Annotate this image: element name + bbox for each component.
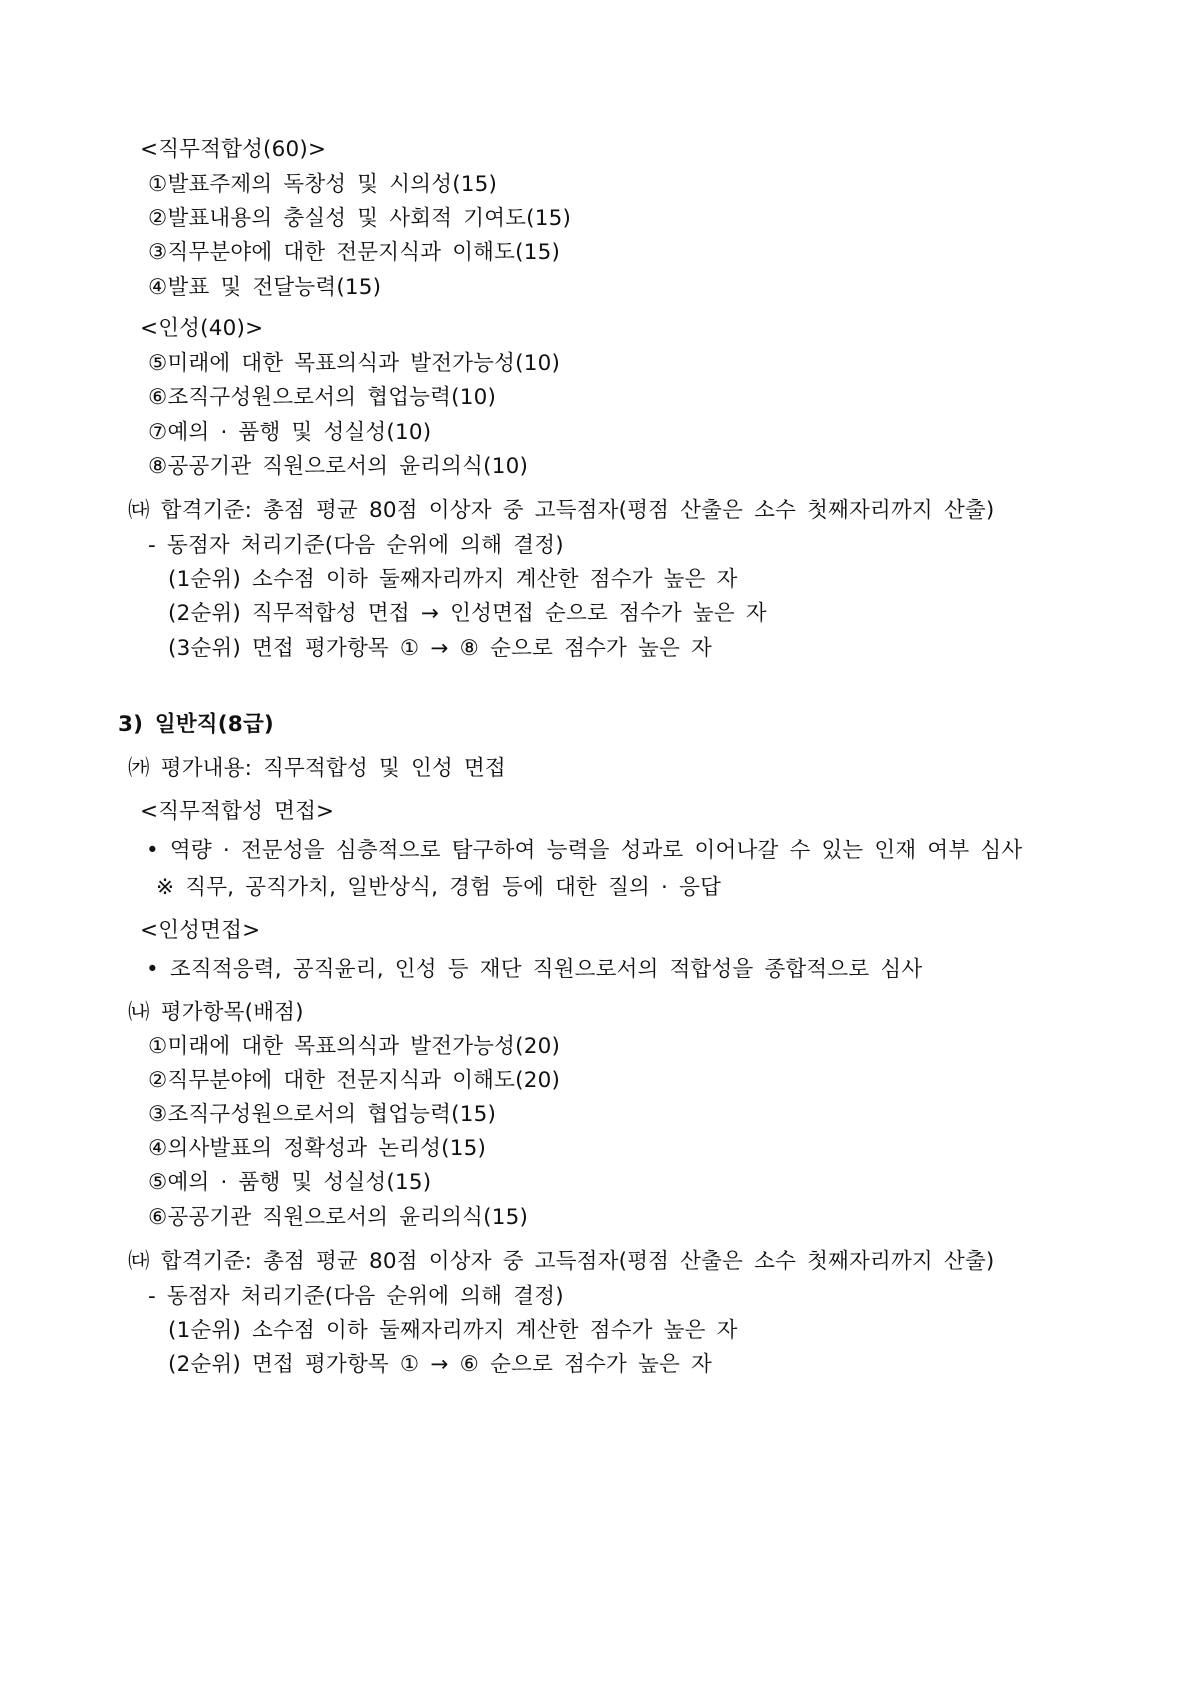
personality-item: ⑧공공기관 직원으로서의 윤리의식(10) xyxy=(148,454,529,479)
tie-rule: (1순위) 소수점 이하 둘째자리까지 계산한 점수가 높은 자 xyxy=(168,1318,738,1343)
job-fit-item: ②발표내용의 충실성 및 사회적 기여도(15) xyxy=(148,206,572,231)
job-fit-note: ※ 직무, 공직가치, 일반상식, 경험 등에 대한 질의 · 응답 xyxy=(156,875,722,900)
tie-rule: (3순위) 면접 평가항목 ① → ⑧ 순으로 점수가 높은 자 xyxy=(168,636,713,661)
personality-header: <인성(40)> xyxy=(140,316,264,341)
personality-item: ⑤미래에 대한 목표의식과 발전가능성(10) xyxy=(148,351,561,376)
pass-criteria: ㈐ 합격기준: 총점 평균 80점 이상자 중 고득점자(평점 산출은 소수 첫째자리까지 산출) xyxy=(128,498,995,523)
tie-rule: (1순위) 소수점 이하 둘째자리까지 계산한 점수가 높은 자 xyxy=(168,567,738,592)
pass-criteria: ㈐ 합격기준: 총점 평균 80점 이상자 중 고득점자(평점 산출은 소수 첫째자리까지 산출) xyxy=(128,1249,995,1274)
section-title: 3) 일반직(8급) xyxy=(118,712,274,737)
eval-item: ③조직구성원으로서의 협업능력(15) xyxy=(148,1102,497,1127)
job-fit-bullet: • 역량 · 전문성을 심층적으로 탐구하여 능력을 성과로 이어나갈 수 있는 인재 여부 심사 xyxy=(146,838,1023,863)
tie-breaker-header: - 동점자 처리기준(다음 순위에 의해 결정) xyxy=(148,1284,564,1309)
eval-item: ⑤예의 · 품행 및 성실성(15) xyxy=(148,1170,432,1195)
tie-breaker-header: - 동점자 처리기준(다음 순위에 의해 결정) xyxy=(148,533,564,558)
personality-item: ⑦예의 · 품행 및 성실성(10) xyxy=(148,420,432,445)
job-fit-interview-header: <직무적합성 면접> xyxy=(140,799,335,824)
personality-item: ⑥조직구성원으로서의 협업능력(10) xyxy=(148,385,497,410)
job-fit-item: ④발표 및 전달능력(15) xyxy=(148,275,382,300)
eval-item: ①미래에 대한 목표의식과 발전가능성(20) xyxy=(148,1034,561,1059)
eval-item: ②직무분야에 대한 전문지식과 이해도(20) xyxy=(148,1068,561,1093)
eval-item: ⑥공공기관 직원으로서의 윤리의식(15) xyxy=(148,1205,529,1230)
personality-interview-header: <인성면접> xyxy=(140,918,261,943)
tie-rule: (2순위) 면접 평가항목 ① → ⑥ 순으로 점수가 높은 자 xyxy=(168,1352,713,1377)
tie-rule: (2순위) 직무적합성 면접 → 인성면접 순으로 점수가 높은 자 xyxy=(168,601,767,626)
eval-items-header: ㈏ 평가항목(배점) xyxy=(128,1000,304,1025)
job-fit-header: <직무적합성(60)> xyxy=(140,137,327,162)
job-fit-item: ③직무분야에 대한 전문지식과 이해도(15) xyxy=(148,240,561,265)
job-fit-item: ①발표주제의 독창성 및 시의성(15) xyxy=(148,172,498,197)
eval-item: ④의사발표의 정확성과 논리성(15) xyxy=(148,1136,487,1161)
personality-bullet: • 조직적응력, 공직윤리, 인성 등 재단 직원으로서의 적합성을 종합적으로 심사 xyxy=(146,957,923,982)
eval-content: ㈎ 평가내용: 직무적합성 및 인성 면접 xyxy=(128,756,506,781)
